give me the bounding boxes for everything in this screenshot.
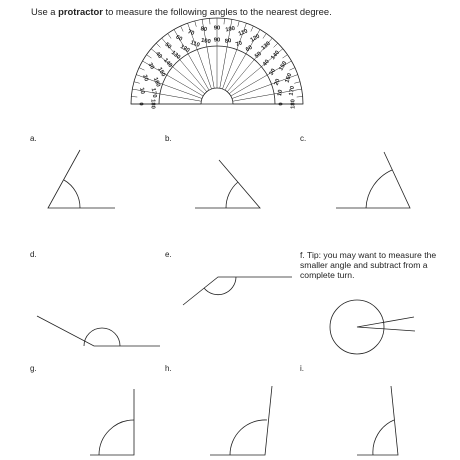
protractor-inner-label: 90 <box>213 37 221 44</box>
protractor-outer-label: 30 <box>146 61 155 71</box>
protractor-tick <box>131 97 137 98</box>
protractor-outer-label: 0 <box>137 102 144 106</box>
protractor-inner-label: 50 <box>254 51 263 60</box>
protractor-outer-label: 150 <box>278 60 289 72</box>
protractor-outer-label: 10 <box>138 87 146 95</box>
protractor-tick <box>134 82 140 84</box>
protractor-tick <box>251 26 254 31</box>
angle-e <box>183 277 292 305</box>
protractor-outer-label: 170 <box>288 85 297 97</box>
angle-b <box>195 160 260 208</box>
protractor-inner-label: 0 <box>278 102 285 106</box>
instructions-bold: protractor <box>58 6 103 17</box>
protractor-outer-label: 120 <box>249 33 261 44</box>
protractor-tick <box>147 55 152 58</box>
label-c: c. <box>300 134 307 143</box>
protractor-inner-label: 10 <box>277 89 285 97</box>
protractor-tick <box>263 34 266 39</box>
protractor-inner-label: 70 <box>235 40 244 49</box>
protractor-tick <box>297 97 303 98</box>
protractor-inner-label: 130 <box>169 49 182 61</box>
protractor-inner-label: 120 <box>179 44 191 55</box>
protractor-inner-label: 100 <box>200 37 212 46</box>
protractor-outer-label: 90 <box>213 25 221 32</box>
protractor-inner-label: 20 <box>273 78 282 87</box>
label-b: b. <box>165 134 172 143</box>
protractor-tick <box>181 26 184 31</box>
protractor-tick <box>195 21 197 27</box>
angle-i <box>357 386 398 455</box>
tip-body: Tip: you may want to measure the smaller angle and subtract from a complete turn. <box>300 250 437 280</box>
protractor-tick <box>290 68 295 71</box>
protractor-tick <box>294 82 300 84</box>
protractor-outer-label: 110 <box>237 28 249 38</box>
protractor-outer-label: 140 <box>270 49 282 62</box>
protractor-inner-label: 80 <box>224 37 232 46</box>
protractor-outer-label: 50 <box>163 41 173 51</box>
protractor-inner-label: 110 <box>189 39 201 49</box>
tip-text <box>300 250 440 280</box>
angle-f <box>330 300 415 354</box>
label-i: i. <box>300 364 304 373</box>
protractor-inner-label: 60 <box>244 44 254 54</box>
protractor-tick <box>156 43 160 47</box>
label-a: a. <box>30 134 37 143</box>
protractor-tick <box>168 34 171 39</box>
protractor-outer-label: 160 <box>284 72 294 84</box>
protractor-tick <box>283 55 288 58</box>
protractor-tick <box>139 68 144 71</box>
angle-a <box>48 150 115 208</box>
label-e: e. <box>165 250 172 259</box>
protractor-tick <box>274 43 278 47</box>
protractor-outer-label: 60 <box>174 34 184 43</box>
protractor-inner-label: 160 <box>151 76 161 88</box>
label-g: g. <box>30 364 37 373</box>
protractor-tick <box>238 21 240 27</box>
protractor-inner-label: 140 <box>162 57 173 69</box>
protractor <box>131 18 303 109</box>
protractor-inner-label: 150 <box>156 66 167 78</box>
angle-h <box>210 386 272 455</box>
label-f: f. <box>300 250 305 260</box>
instructions-prefix: Use a <box>31 6 59 17</box>
protractor-inner-label: 30 <box>268 67 278 77</box>
protractor-inner-label: 170 <box>149 87 158 99</box>
protractor-tick <box>224 18 225 24</box>
angle-c <box>336 152 410 208</box>
protractor-outer-label: 100 <box>225 25 236 34</box>
instructions-suffix: to measure the following angles to the nearest degree. <box>102 6 332 17</box>
protractor-outer-label: 70 <box>186 29 195 38</box>
protractor-outer-label: 40 <box>154 51 163 60</box>
protractor-outer-label: 130 <box>260 40 272 52</box>
protractor-inner-label: 40 <box>262 58 271 68</box>
protractor-outer-label: 80 <box>200 26 208 34</box>
protractor-inner-label: 180 <box>149 99 156 109</box>
protractor-outer-label: 20 <box>141 74 150 83</box>
angle-d <box>37 316 160 346</box>
label-d: d. <box>30 250 37 259</box>
angle-g <box>90 389 134 455</box>
protractor-tick <box>210 18 211 24</box>
protractor-outer-label: 180 <box>290 99 297 109</box>
label-h: h. <box>165 364 172 373</box>
